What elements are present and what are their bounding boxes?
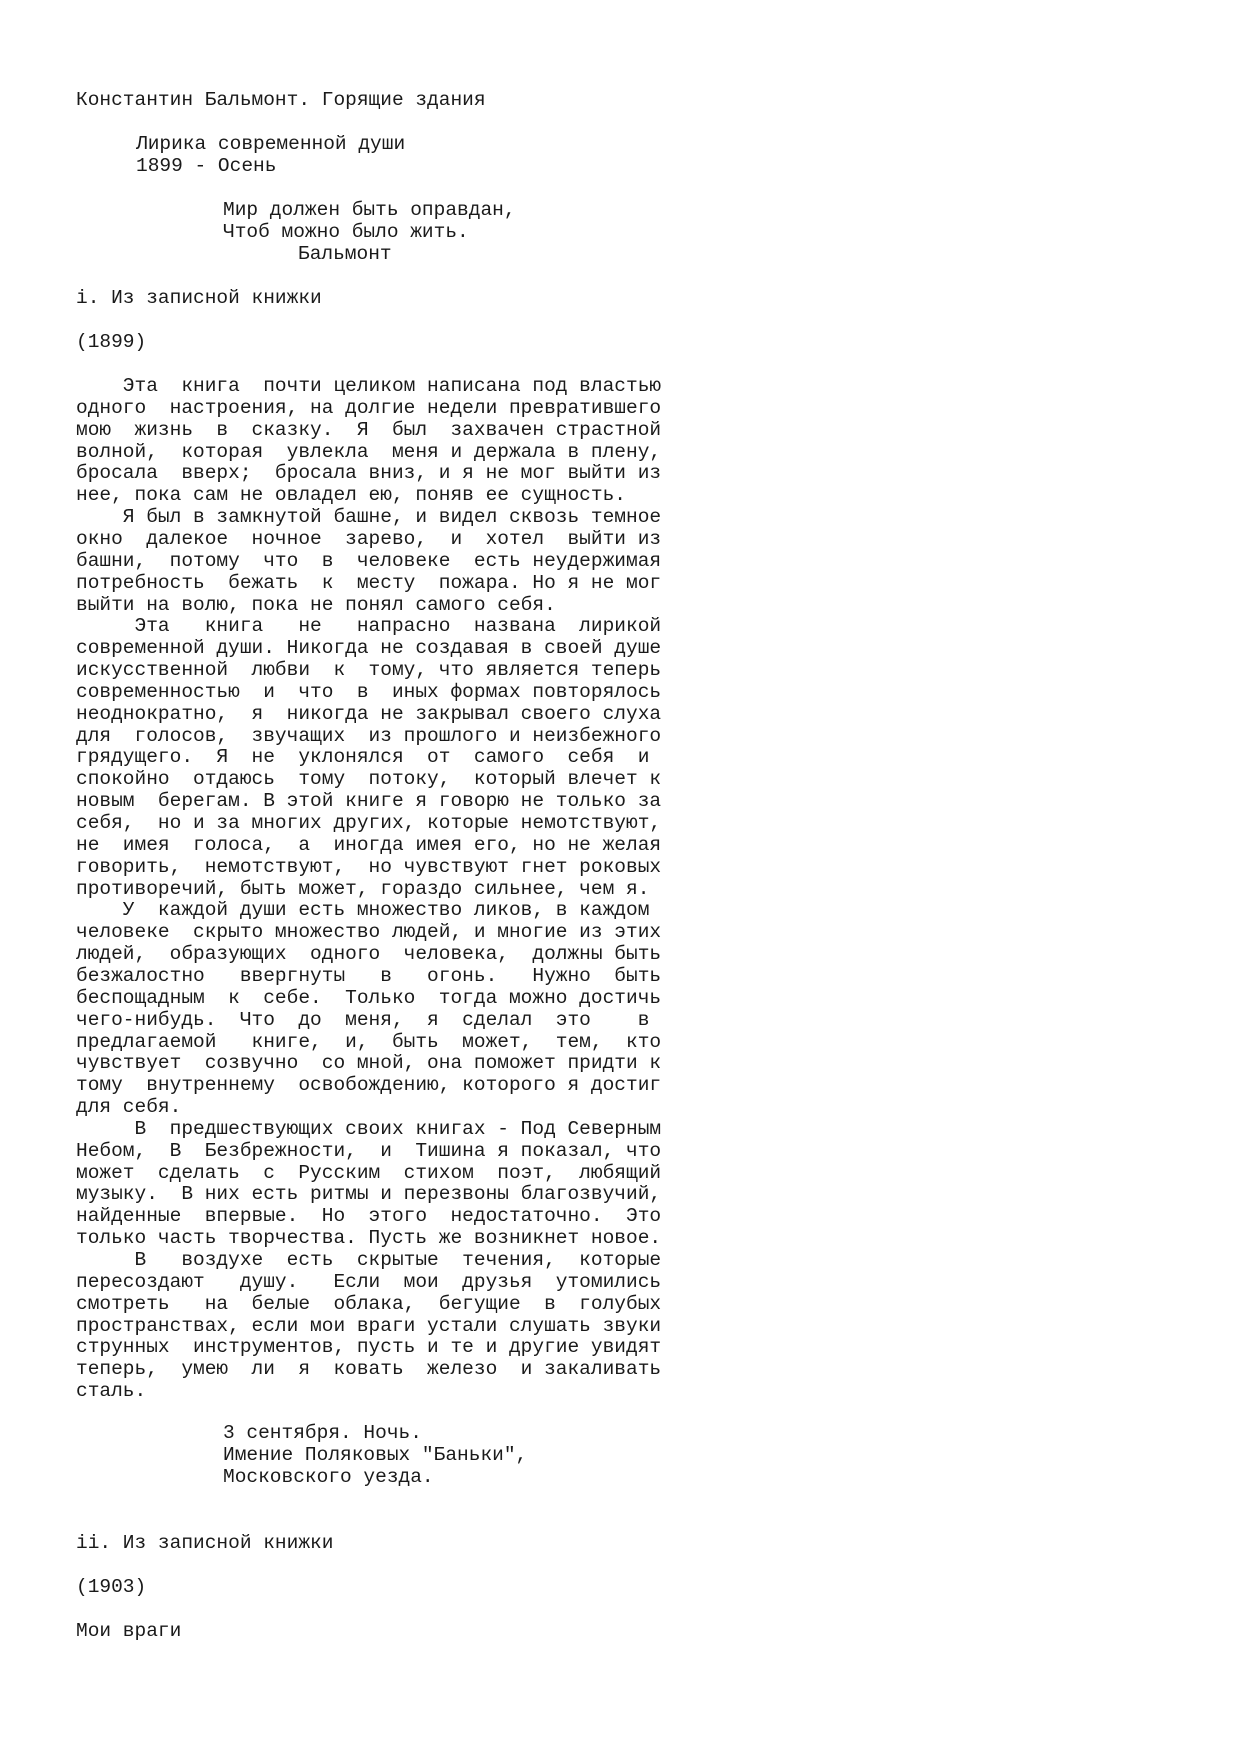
body-text-line: бросала вверх; бросала вниз, и я не мог выйти из: [76, 462, 662, 485]
body-text-line: В предшествующих своих книгах - Под Северным: [76, 1117, 662, 1140]
body-text-line: теперь, умею ли я ковать железо и закаливать: [76, 1358, 662, 1381]
section-year: (1899): [76, 331, 147, 353]
body-text-line: искусственной любви к тому, что является теперь: [76, 659, 662, 682]
body-text-line: для себя.: [76, 1096, 182, 1119]
body-text-line: пространствах, если мои враги устали слушать звуки: [76, 1314, 662, 1337]
body-text-line: смотреть на белые облака, бегущие в голубых: [76, 1292, 662, 1315]
section-year: (1903): [76, 1576, 147, 1598]
body-text-line: новым берегам. В этой книге я говорю не только за: [76, 790, 662, 813]
body-text-line: только часть творчества. Пусть же возникнет новое.: [76, 1227, 662, 1250]
body-text-line: не имея голоса, а иногда имея его, но не желая: [76, 833, 662, 856]
body-text-line: безжалостно ввергнуты в огонь. Нужно быть: [76, 964, 662, 987]
body-text-line: В воздухе есть скрытые течения, которые: [76, 1249, 662, 1271]
body-text-line: найденные впервые. Но этого недостаточно. Это: [76, 1205, 662, 1228]
body-text-line: противоречий, быть может, гораздо сильнее, чем я.: [76, 877, 650, 900]
body-text-line: для голосов, звучащих из прошлого и неизбежного: [76, 724, 662, 747]
body-text-line: Эта книга не напрасно названа лирикой: [76, 615, 662, 638]
signature-line: 3 сентября. Ночь.: [223, 1422, 422, 1444]
body-text-line: окно далекое ночное зарево, и хотел выйти из: [76, 527, 662, 550]
body-text-line: беспощадным к себе. Только тогда можно достичь: [76, 986, 662, 1009]
epigraph-line: Чтоб можно было жить.: [223, 221, 469, 243]
body-text-line: неоднократно, я никогда не закрывал своего слуха: [76, 702, 662, 725]
body-text-line: струнных инструментов, пусть и те и другие увидят: [76, 1336, 662, 1359]
body-text-line: башни, потому что в человеке есть неудержимая: [76, 549, 662, 572]
body-text-line: предлагаемой книге, и, быть может, тем, кто: [76, 1030, 662, 1053]
body-text-line: музыку. В них есть ритмы и перезвоны благозвучий,: [76, 1183, 662, 1206]
body-text-line: Эта книга почти целиком написана под властью: [76, 375, 662, 397]
epigraph-line: Мир должен быть оправдан,: [223, 199, 516, 221]
body-text-line: одного настроения, на долгие недели превратившего: [76, 396, 662, 419]
subtitle-line: Лирика современной души: [136, 133, 406, 155]
subtitle-line: 1899 - Осень: [136, 155, 277, 177]
body-text-line: У каждой души есть множество ликов, в каждом: [76, 899, 650, 922]
document-title: Константин Бальмонт. Горящие здания: [76, 89, 486, 111]
body-text-line: волной, которая увлекла меня и держала в плену,: [76, 440, 662, 463]
signature-line: Московского уезда.: [223, 1466, 434, 1488]
signature-line: Имение Поляковых "Баньки",: [223, 1444, 528, 1466]
body-text-line: тому внутреннему освобождению, которого я достиг: [76, 1074, 662, 1097]
body-text-line: потребность бежать к месту пожара. Но я не мог: [76, 571, 662, 594]
body-text-line: спокойно отдаюсь тому потоку, который влечет к: [76, 768, 662, 791]
body-text-line: выйти на волю, пока не понял самого себя.: [76, 593, 556, 616]
body-text-line: может сделать с Русским стихом поэт, любящий: [76, 1161, 662, 1184]
body-text-line: себя, но и за многих других, которые немотствуют,: [76, 812, 662, 834]
body-text-line: чувствует созвучно со мной, она поможет придти к: [76, 1052, 662, 1075]
body-text-line: чего-нибудь. Что до меня, я сделал это в: [76, 1008, 650, 1031]
body-text-line: мою жизнь в сказку. Я был захвачен страстной: [76, 418, 662, 441]
body-text-line: Небом, В Безбрежности, и Тишина я показал, что: [76, 1139, 662, 1162]
body-text-line: говорить, немотствуют, но чувствуют гнет роковых: [76, 855, 662, 878]
body-text-line: современной души. Никогда не создавая в своей душе: [76, 637, 662, 660]
body-text-line: людей, образующих одного человека, должны быть: [76, 943, 662, 966]
body-text-line: Я был в замкнутой башне, и видел сквозь темное: [76, 506, 662, 529]
body-text-line: нее, пока сам не овладел ею, поняв ее сущность.: [76, 484, 626, 507]
section-heading: ii. Из записной книжки: [76, 1532, 334, 1554]
section-first-line: Мои враги: [76, 1620, 182, 1642]
body-text-line: современностью и что в иных формах повторялось: [76, 680, 662, 703]
body-text-line: сталь.: [76, 1380, 147, 1403]
body-text-line: грядущего. Я не уклонялся от самого себя и: [76, 746, 650, 769]
body-text-line: человеке скрыто множество людей, и многие из этих: [76, 921, 662, 944]
section-heading: i. Из записной книжки: [76, 287, 322, 309]
body-text-line: пересоздают душу. Если мои друзья утомились: [76, 1270, 662, 1293]
epigraph-author: Бальмонт: [298, 243, 392, 265]
